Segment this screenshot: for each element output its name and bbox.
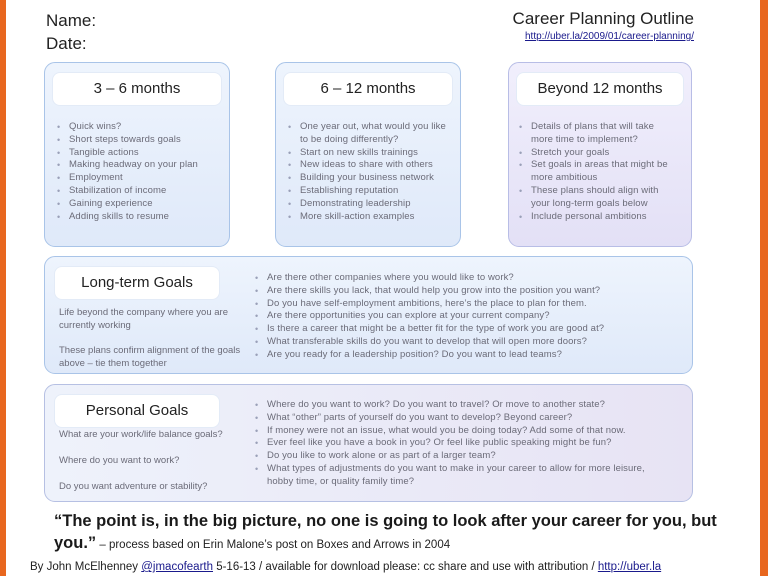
box-6-12-months <box>275 62 461 247</box>
quote-text: “The point is, in the big picture, no one is going to look after your career for you, but you.” <box>54 512 717 552</box>
list-item: • Establishing reputation <box>288 185 446 198</box>
list-personal-goals <box>255 399 669 489</box>
list-6-12-months <box>288 121 446 223</box>
list-item: • Are there opportunities you can explore at your current company? <box>255 310 685 323</box>
list-beyond-12-months <box>519 121 675 223</box>
list-item: • Set goals in areas that might be more ambitious <box>519 159 675 185</box>
list-item: • What types of adjustments do you want to make in your career to allow for more leisure, hobby time, or quality family time? <box>255 463 669 489</box>
box-title-personal-goals: Personal Goals <box>55 395 219 427</box>
list-item: • Is there a career that might be a better fit for the type of work you are good at? <box>255 323 685 336</box>
list-item: • Making headway on your plan <box>57 159 225 172</box>
list-item: • New ideas to share with others <box>288 159 446 172</box>
list-item: • Building your business network <box>288 172 446 185</box>
box-title-long-term-goals: Long-term Goals <box>55 267 219 299</box>
long-term-description: Life beyond the company where you are currently working <box>59 307 228 331</box>
footer-author: By John McElhenney <box>30 561 142 573</box>
list-item: • Quick wins? <box>57 121 225 134</box>
page-title: Career Planning Outline <box>512 9 694 28</box>
list-item: • These plans should align with your long-term goals below <box>519 185 675 211</box>
box-long-term-goals <box>44 256 693 374</box>
list-item: • Gaining experience <box>57 198 225 211</box>
long-term-alignment-note: These plans confirm alignment of the goals above – tie them together <box>59 345 241 369</box>
list-item: • Include personal ambitions <box>519 211 675 224</box>
list-item: • Stretch your goals <box>519 147 675 160</box>
list-item: • Are there other companies where you would like to work? <box>255 272 685 285</box>
list-item: • One year out, what would you like to be doing differently? <box>288 121 446 147</box>
list-item: • Start on new skills trainings <box>288 147 446 160</box>
quote-credit: – process based on Erin Malone’s post on Boxes and Arrows in 2004 <box>96 539 451 551</box>
name-label: Name: <box>46 11 97 30</box>
list-item: • Details of plans that will take more time to implement? <box>519 121 675 147</box>
box-3-6-months <box>44 62 230 247</box>
list-item: • Tangible actions <box>57 147 225 160</box>
list-item: • Do you have self-employment ambitions, here’s the place to plan for them. <box>255 298 685 311</box>
box-title-3-6-months: 3 – 6 months <box>53 73 221 105</box>
footer-twitter-handle[interactable]: @jmacofearth <box>141 561 213 573</box>
footer-url[interactable]: http://uber.la <box>597 561 662 573</box>
personal-question-balance: What are your work/life balance goals? <box>59 429 223 440</box>
list-3-6-months <box>57 121 225 223</box>
source-link[interactable]: http://uber.la/2009/01/career-planning/ <box>524 31 694 42</box>
list-item: • Where do you want to work? Do you want to travel? Or move to another state? <box>255 399 669 412</box>
list-item: • Are you ready for a leadership position? Do you want to lead teams? <box>255 349 685 362</box>
list-item: • Adding skills to resume <box>57 211 225 224</box>
list-item: • If money were not an issue, what would you be doing today? Add some of that now. <box>255 425 669 438</box>
quote-block <box>54 510 734 556</box>
list-item: • Ever feel like you have a book in you? Or feel like public speaking might be fun? <box>255 437 669 450</box>
list-item: • Do you like to work alone or as part of a larger team? <box>255 450 669 463</box>
list-item: • Employment <box>57 172 225 185</box>
box-title-beyond-12-months: Beyond 12 months <box>517 73 683 105</box>
career-planning-page <box>6 0 760 576</box>
list-item: • What transferable skills do you want to develop that will open more doors? <box>255 336 685 349</box>
list-item: • Short steps towards goals <box>57 134 225 147</box>
list-item: • More skill-action examples <box>288 211 446 224</box>
box-personal-goals <box>44 384 693 502</box>
list-long-term-goals <box>255 272 685 362</box>
box-beyond-12-months <box>508 62 692 247</box>
list-item: • Stabilization of income <box>57 185 225 198</box>
list-item: • Demonstrating leadership <box>288 198 446 211</box>
footer-license: 5-16-13 / available for download please: cc share and use with attribution / <box>213 561 598 573</box>
personal-question-location: Where do you want to work? <box>59 455 180 466</box>
list-item: • Are there skills you lack, that would help you grow into the position you want? <box>255 285 685 298</box>
box-title-6-12-months: 6 – 12 months <box>284 73 452 105</box>
list-item: • What “other” parts of yourself do you want to develop? Beyond career? <box>255 412 669 425</box>
footer-attribution <box>30 561 760 573</box>
personal-question-adventure: Do you want adventure or stability? <box>59 481 208 492</box>
date-label: Date: <box>46 34 87 53</box>
